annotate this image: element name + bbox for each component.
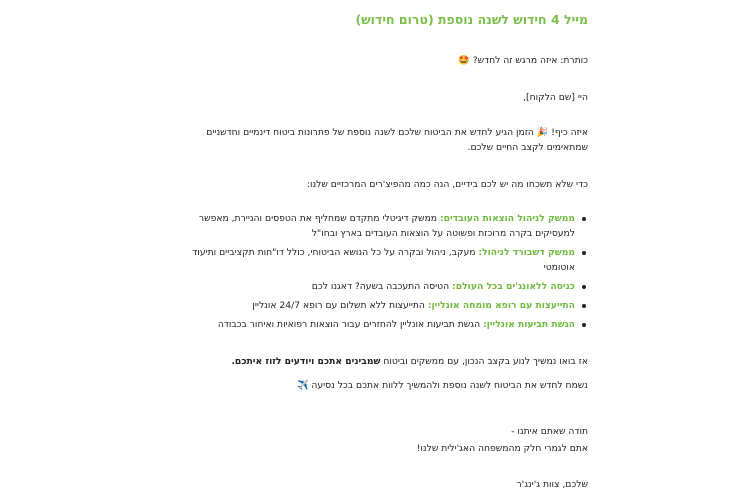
feature-text: ממשק דיגיטלי מתקדם שמחליף את הטפסים והניירת, מאפשר למעסיקים בקרה מרוכזת ופשוטה על הוצאות העובדים בארץ ובחו"ל xyxy=(198,213,575,239)
family-line: אתם לגמרי חלק מהמשפחה האג'ילית שלנו! xyxy=(416,443,588,454)
closing-bold-text: שמבינים אתכם ויודעים לזוז איתכם. xyxy=(231,356,381,367)
page-title: מייל 4 חידוש לשנה נוספת (טרום חידוש) xyxy=(355,12,588,27)
list-item xyxy=(180,245,588,275)
feature-text: הגשת תביעות אונליין להחזרים עבור הוצאות רפואיות ואיחור בכבודה xyxy=(217,319,483,330)
email-subject: כותרת: איזה מרגש זה לחדש? 🤩 xyxy=(458,55,588,66)
greeting: היי [שם הלקוח], xyxy=(523,92,588,103)
features-intro: כדי שלא תשכחו מה יש לכם בידיים, הנה כמה מהפיצ'רים המרכזיים שלנו: xyxy=(306,179,588,190)
features-list xyxy=(180,211,588,336)
list-item xyxy=(180,211,588,241)
list-item xyxy=(180,279,588,294)
signature: שלכם, צוות ג'ינג'ר xyxy=(516,479,588,490)
feature-text: מעקב, ניהול ובקרה על כל הנושא הביטוחי, כולל דו"חות תקציביים ותיעוד אוטומטי xyxy=(192,247,575,273)
list-item xyxy=(180,317,588,332)
feature-name: הגשת תביעות אונליין: xyxy=(483,319,575,330)
closing-text: אז בואו נמשיך לנוע בקצב הנכון, עם ממשקים וביטוח xyxy=(380,356,588,367)
feature-name: כניסה ללאונג'ים בכל העולם: xyxy=(452,281,575,292)
renewal-line: נשמח לחדש את הביטוח לשנה נוספת ולהמשיך ללוות אתכם בכל נסיעה ✈️ xyxy=(296,380,588,391)
feature-name: התייעצות עם רופא מומחה אונליין: xyxy=(427,300,575,311)
feature-name: ממשק דשבורד לניהול: xyxy=(478,247,575,258)
email-document xyxy=(180,0,588,500)
intro-paragraph: איזה כיף! 🎉 הזמן הגיע לחדש את הביטוח שלכם לשנה נוספת של פתרונות ביטוח דינמיים וחדשניים שמתאימים לקצב החיים שלכם. xyxy=(206,127,588,153)
list-item xyxy=(180,298,588,313)
feature-text: הטיסה התעכבה בשעה? דאגנו לכם xyxy=(311,281,453,292)
thanks-line: תודה שאתם איתנו - xyxy=(511,426,588,437)
feature-name: ממשק לניהול הוצאות העובדים: xyxy=(439,213,575,224)
closing-paragraph xyxy=(180,354,588,369)
feature-text: התייעצות ללא תשלום עם רופא 24/7 אונליין xyxy=(252,300,428,311)
